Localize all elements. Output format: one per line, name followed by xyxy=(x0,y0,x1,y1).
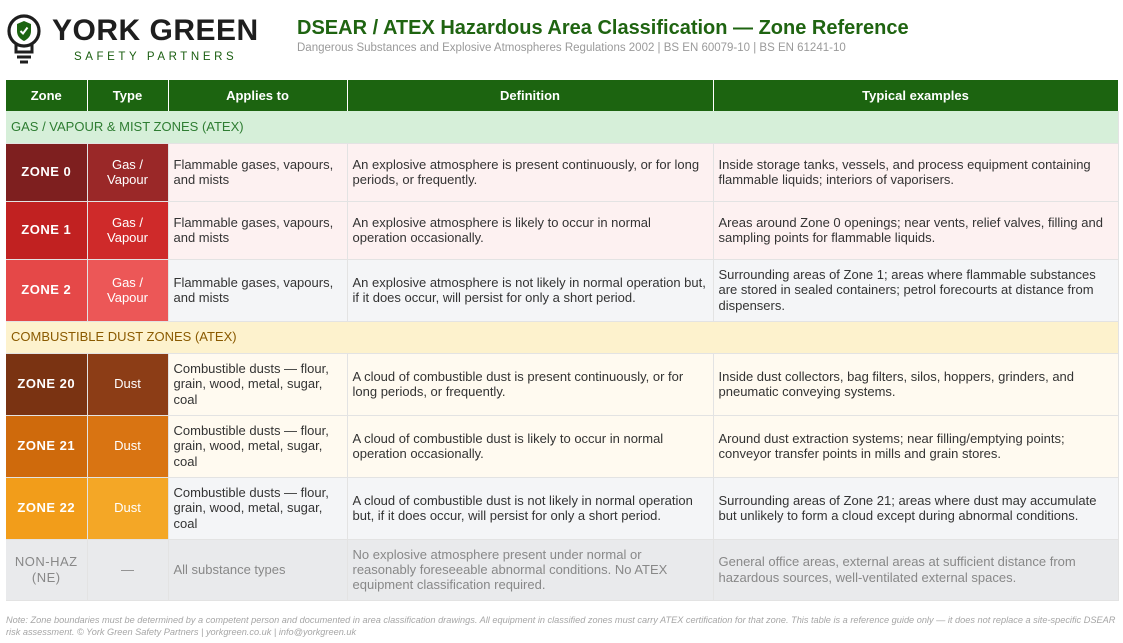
column-header-definition: Definition xyxy=(347,80,713,111)
zone-label: ZONE 22 xyxy=(6,477,87,539)
zone-label: ZONE 1 xyxy=(6,201,87,259)
table-row-zone-20 xyxy=(6,353,1118,415)
brand-tagline: SAFETY PARTNERS xyxy=(74,51,238,63)
zone-applies-to: Flammable gases, vapours, and mists xyxy=(168,201,347,259)
zone-applies-to: Flammable gases, vapours, and mists xyxy=(168,259,347,321)
zone-label: ZONE 20 xyxy=(6,353,87,415)
table-row-non-hazardous xyxy=(6,539,1118,600)
zone-definition: An explosive atmosphere is not likely in normal operation but, if it does occur, will persist for only a short period. xyxy=(347,259,713,321)
zone-examples: Surrounding areas of Zone 1; areas where flammable substances are stored in sealed containers; petrol forecourts at distance from dispensers. xyxy=(713,259,1118,321)
brand-name: YORK GREEN xyxy=(52,14,259,47)
zone-label: NON-HAZ (NE) xyxy=(6,539,87,600)
section-label-dust: COMBUSTIBLE DUST ZONES (ATEX) xyxy=(6,321,1118,353)
column-header-applies-to: Applies to xyxy=(168,80,347,111)
zone-definition: A cloud of combustible dust is present continuously, or for long periods, or frequently. xyxy=(347,353,713,415)
zone-examples: Inside storage tanks, vessels, and process equipment containing flammable liquids; interiors of vaporisers. xyxy=(713,143,1118,201)
page-subtitle: Dangerous Substances and Explosive Atmospheres Regulations 2002 | BS EN 60079-10 | BS EN 61241-10 xyxy=(297,42,846,54)
column-header-type: Type xyxy=(87,80,168,111)
zone-label: ZONE 21 xyxy=(6,415,87,477)
page-header xyxy=(0,0,1123,78)
zone-label: ZONE 0 xyxy=(6,143,87,201)
zone-type: Gas / Vapour xyxy=(87,143,168,201)
column-header-examples: Typical examples xyxy=(713,80,1118,111)
table-row-zone-22 xyxy=(6,477,1118,539)
zone-definition: A cloud of combustible dust is likely to occur in normal operation occasionally. xyxy=(347,415,713,477)
section-label-gas: GAS / VAPOUR & MIST ZONES (ATEX) xyxy=(6,111,1118,143)
page-title: DSEAR / ATEX Hazardous Area Classification — Zone Reference xyxy=(297,17,909,39)
table-row-zone-1 xyxy=(6,201,1118,259)
zone-applies-to: Flammable gases, vapours, and mists xyxy=(168,143,347,201)
table-row-zone-2 xyxy=(6,259,1118,321)
table-header-row xyxy=(6,80,1118,111)
zone-definition: An explosive atmosphere is present continuously, or for long periods, or frequently. xyxy=(347,143,713,201)
section-row-dust xyxy=(6,321,1118,353)
zone-applies-to: Combustible dusts — flour, grain, wood, metal, sugar, coal xyxy=(168,415,347,477)
zone-type: Gas / Vapour xyxy=(87,259,168,321)
zone-applies-to: Combustible dusts — flour, grain, wood, metal, sugar, coal xyxy=(168,353,347,415)
table-row-zone-21 xyxy=(6,415,1118,477)
brand-logo xyxy=(6,12,266,68)
zone-type: — xyxy=(87,539,168,600)
zone-examples: General office areas, external areas at sufficient distance from hazardous sources, well-ventilated external spaces. xyxy=(713,539,1118,600)
zone-type: Dust xyxy=(87,477,168,539)
zone-definition: A cloud of combustible dust is not likely in normal operation but, if it does occur, will persist for only a short period. xyxy=(347,477,713,539)
lightbulb-shield-logo-icon xyxy=(6,12,46,68)
zone-applies-to: Combustible dusts — flour, grain, wood, metal, sugar, coal xyxy=(168,477,347,539)
zone-reference-table xyxy=(6,80,1119,601)
zone-label: ZONE 2 xyxy=(6,259,87,321)
zone-examples: Surrounding areas of Zone 21; areas where dust may accumulate but unlikely to form a cloud except during abnormal conditions. xyxy=(713,477,1118,539)
zone-definition: No explosive atmosphere present under normal or reasonably foreseeable abnormal conditions. No ATEX equipment classification required. xyxy=(347,539,713,600)
zone-applies-to: All substance types xyxy=(168,539,347,600)
zone-type: Dust xyxy=(87,353,168,415)
zone-examples: Areas around Zone 0 openings; near vents, relief valves, filling and sampling points for flammable liquids. xyxy=(713,201,1118,259)
zone-examples: Around dust extraction systems; near filling/emptying points; conveyor transfer points in mills and grain stores. xyxy=(713,415,1118,477)
footer-note: Note: Zone boundaries must be determined by a competent person and documented in area classification drawings. All equipment in classified zones must carry ATEX certification for that zone. This table is a reference guide only — it does not replace a site-specific DSEAR risk assessment. © York Green Safety Partners | yorkgreen.co.uk | info@yorkgreen.uk xyxy=(6,615,1116,637)
zone-examples: Inside dust collectors, bag filters, silos, hoppers, grinders, and pneumatic conveying systems. xyxy=(713,353,1118,415)
table-row-zone-0 xyxy=(6,143,1118,201)
zone-type: Dust xyxy=(87,415,168,477)
zone-type: Gas / Vapour xyxy=(87,201,168,259)
column-header-zone: Zone xyxy=(6,80,87,111)
section-row-gas xyxy=(6,111,1118,143)
zone-definition: An explosive atmosphere is likely to occur in normal operation occasionally. xyxy=(347,201,713,259)
